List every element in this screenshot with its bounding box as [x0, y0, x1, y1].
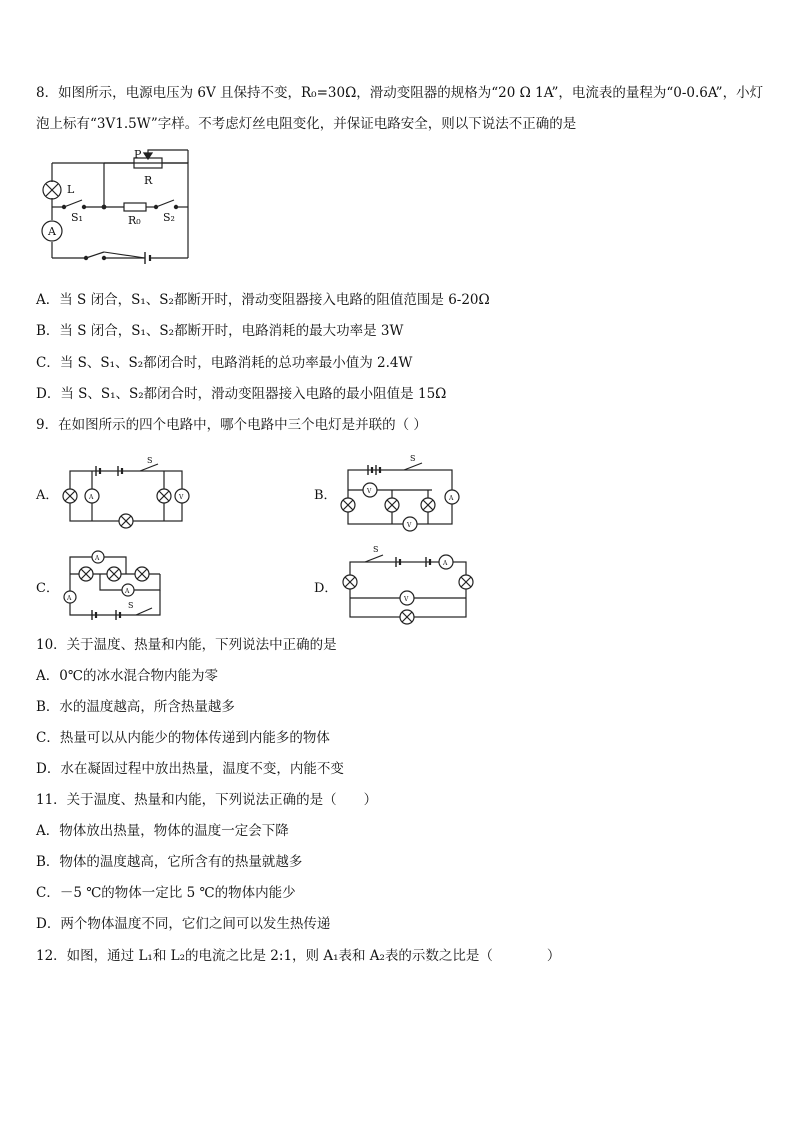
- q12-stem: 12．如图，通过 L₁和 L₂的电流之比是 2:1，则 A₁表和 A₂表的示数之比是（ ）: [36, 948, 561, 964]
- svg-text:S₂: S₂: [163, 211, 175, 224]
- svg-text:A: A: [67, 595, 72, 602]
- svg-text:P: P: [134, 148, 142, 161]
- q8-option-c: C．当 S、S₁、S₂都闭合时，电路消耗的总功率最小值为 2.4W: [36, 355, 413, 371]
- q11-option-a: A．物体放出热量，物体的温度一定会下降: [36, 823, 289, 839]
- svg-text:A: A: [125, 588, 130, 595]
- q8-stem-line1: 8．如图所示，电源电压为 6V 且保持不变，R₀=30Ω，滑动变阻器的规格为“20 Ω 1A”，电流表的量程为“0-0.6A”，小灯: [36, 85, 764, 101]
- svg-text:V: V: [367, 488, 372, 495]
- q9-label-c: C．: [36, 581, 59, 596]
- q9-label-a: A．: [36, 488, 59, 503]
- q11-option-c: C．－5 ℃的物体一定比 5 ℃的物体内能少: [36, 885, 296, 901]
- svg-text:S: S: [410, 454, 416, 463]
- svg-text:S₁: S₁: [71, 211, 83, 224]
- q9-label-d: D．: [314, 581, 338, 596]
- label-L: L: [67, 183, 75, 196]
- svg-text:S: S: [147, 456, 153, 465]
- svg-text:A: A: [443, 560, 448, 567]
- q10-option-b: B．水的温度越高，所含热量越多: [36, 699, 235, 715]
- svg-text:V: V: [179, 494, 184, 501]
- q11-option-b: B．物体的温度越高，它所含有的热量就越多: [36, 854, 303, 870]
- q9-label-b: B．: [314, 488, 337, 503]
- q10-option-c: C．热量可以从内能少的物体传递到内能多的物体: [36, 730, 330, 746]
- q11-option-d: D．两个物体温度不同，它们之间可以发生热传递: [36, 916, 331, 932]
- svg-text:A: A: [449, 495, 454, 502]
- q8-stem-line2: 泡上标有“3V1.5W”字样。不考虑灯丝电阻变化，并保证电路安全，则以下说法不正确的是: [36, 116, 577, 132]
- q10-option-d: D．水在凝固过程中放出热量，温度不变，内能不变: [36, 761, 344, 777]
- q9-stem: 9．在如图所示的四个电路中，哪个电路中三个电灯是并联的（ ）: [36, 417, 427, 433]
- svg-text:A: A: [95, 555, 100, 562]
- svg-text:R: R: [144, 174, 153, 187]
- q8-option-b: B．当 S 闭合，S₁、S₂都断开时，电路消耗的最大功率是 3W: [36, 323, 404, 339]
- q11-stem: 11．关于温度、热量和内能，下列说法正确的是（ ）: [36, 792, 378, 808]
- svg-text:V: V: [404, 596, 409, 603]
- q8-option-d: D．当 S、S₁、S₂都闭合时，滑动变阻器接入电路的最小阻值是 15Ω: [36, 386, 447, 402]
- svg-text:S: S: [128, 601, 134, 610]
- svg-text:A: A: [89, 494, 94, 501]
- svg-text:R₀: R₀: [128, 214, 141, 227]
- svg-text:V: V: [407, 522, 412, 529]
- q8-option-a: A．当 S 闭合，S₁、S₂都断开时，滑动变阻器接入电路的阻值范围是 6-20Ω: [36, 292, 490, 308]
- q10-option-a: A．0℃的冰水混合物内能为零: [36, 668, 218, 684]
- svg-text:S: S: [373, 545, 379, 554]
- q10-stem: 10．关于温度、热量和内能，下列说法中正确的是: [36, 637, 337, 653]
- svg-text:A: A: [48, 225, 56, 238]
